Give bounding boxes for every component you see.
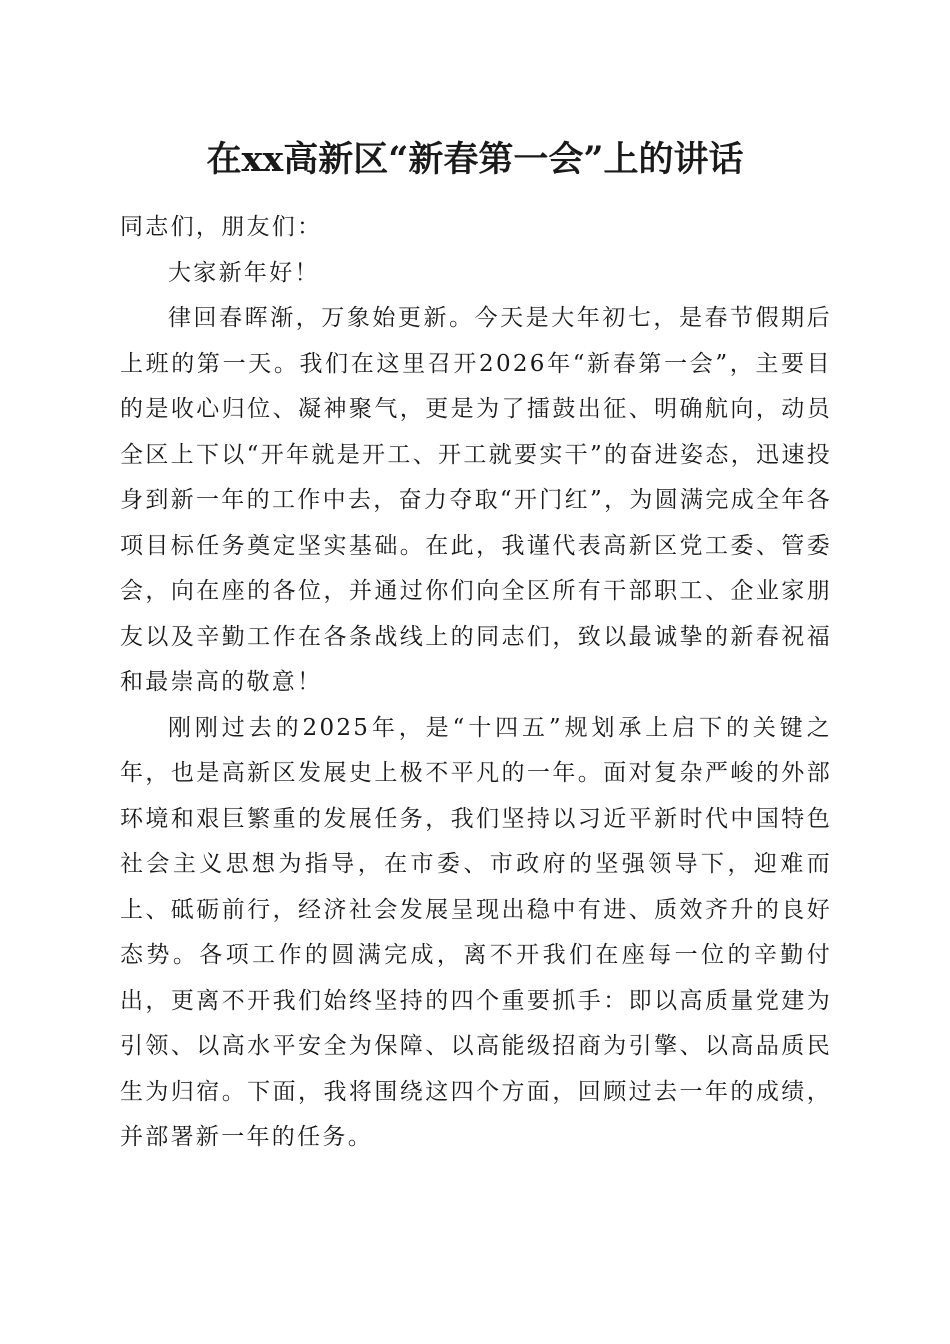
paragraph-opening: 律回春晖渐，万象始更新。今天是大年初七，是春节假期后上班的第一天。我们在这里召开2026年“新春第一会”，主要目的是收心归位、凝神聚气，更是为了擂鼓出征、明确航向，动员全区上下以“开年就是开工、开工就要实干”的奋进姿态，迅速投身到新一年的工作中去，奋力夺取“开门红”，为圆满完成全年各项目标任务奠定坚实基础。在此，我谨代表高新区党工委、管委会，向在座的各位，并通过你们向全区所有干部职工、企业家朋友以及辛勤工作在各条战线上的同志们，致以最诚挚的新春祝福和最崇高的敬意！ — [120, 305, 832, 695]
document-title: 在xx高新区“新春第一会”上的讲话 — [206, 139, 744, 180]
salutation: 同志们，朋友们： — [120, 214, 323, 240]
document-body — [120, 205, 832, 1161]
paragraph-review: 刚刚过去的2025年，是“十四五”规划承上启下的关键之年，也是高新区发展史上极不平凡的一年。面对复杂严峻的外部环境和艰巨繁重的发展任务，我们坚持以习近平新时代中国特色社会主义思想为指导，在市委、市政府的坚强领导下，迎难而上、砥砺前行，经济社会发展呈现出稳中有进、质效齐升的良好态势。各项工作的圆满完成，离不开我们在座每一位的辛勤付出，更离不开我们始终坚持的四个重要抓手：即以高质量党建为引领、以高水平安全为保障、以高能级招商为引擎、以高品质民生为归宿。下面，我将围绕这四个方面，回顾过去一年的成绩，并部署新一年的任务。 — [120, 714, 832, 1150]
paragraph-greeting: 大家新年好！ — [168, 259, 320, 286]
